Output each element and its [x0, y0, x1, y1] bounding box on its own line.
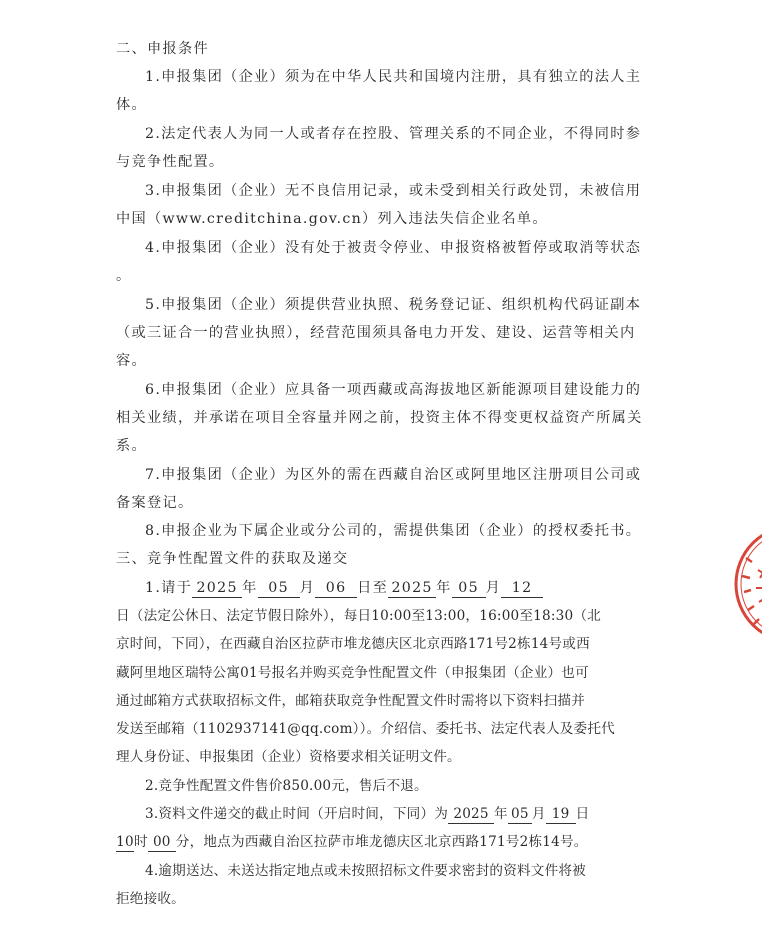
deadline-line-2: [116, 832, 588, 852]
deadline-location: 分，地点为西藏自治区拉萨市堆龙德庆区北京西路171号2栋14号。: [175, 834, 588, 850]
month-char-2: 月: [485, 580, 502, 596]
section-heading-conditions: 二、申报条件: [116, 41, 209, 57]
day-to: 日至: [357, 580, 389, 596]
condition-3-line-2: 中国（www.creditchina.gov.cn）列入违法失信企业名单。: [116, 211, 548, 227]
month-char: 月: [299, 580, 316, 596]
deadline-month: 05: [508, 806, 532, 824]
condition-6-line-3: 系。: [116, 438, 147, 454]
condition-5-line-1: 5.申报集团（企业）须提供营业执照、税务登记证、组织机构代码证副本: [145, 297, 642, 313]
year-char: 年: [242, 580, 258, 596]
condition-7-line-2: 备案登记。: [116, 495, 194, 511]
seal-stamp: [732, 518, 762, 650]
document-price-line: 2.竞争性配置文件售价850.00元，售后不退。: [145, 778, 428, 794]
deadline-prefix: 3.资料文件递交的截止时间（开启时间，下同）为: [145, 806, 449, 822]
deadline-day: 19: [546, 806, 576, 824]
condition-5-line-2: （或三证合一的营业执照），经营范围须具备电力开发、建设、运营等相关内: [116, 325, 636, 341]
start-day: 06: [315, 580, 357, 598]
late-submission-line-2: 拒绝接收。: [116, 891, 185, 907]
condition-1-line-2: 体。: [116, 97, 147, 113]
condition-4-line-1: 4.申报集团（企业）没有处于被责令停业、申报资格被暂停或取消等状态: [145, 240, 642, 256]
hour-char: 时: [134, 834, 148, 850]
year-char-2: 年: [436, 580, 452, 596]
acquisition-line-4: 藏阿里地区瑞特公寓01号报名并购买竞争性配置文件（申报集团（企业）也可: [116, 665, 589, 681]
acquisition-period-line: [145, 578, 543, 598]
end-month: 05: [452, 580, 486, 598]
condition-7-line-1: 7.申报集团（企业）为区外的需在西藏自治区或阿里地区注册项目公司或: [145, 467, 642, 483]
condition-2-line-1: 2.法定代表人为同一人或者存在控股、管理关系的不同企业，不得同时参: [145, 126, 642, 142]
start-year: 2025: [192, 580, 242, 598]
deadline-year: 2025: [448, 806, 494, 824]
deadline-minute: 00: [148, 834, 176, 852]
condition-6-line-2: 相关业绩，并承诺在项目全容量并网之前，投资主体不得变更权益资产所属关: [116, 410, 643, 426]
acquisition-line-3: 京时间，下同），在西藏自治区拉萨市堆龙德庆区北京西路171号2栋14号或西: [116, 636, 590, 652]
acquisition-line-5: 通过邮箱方式获取招标文件，邮箱获取竞争性配置文件时需将以下资料扫描并: [116, 693, 585, 709]
condition-8-line-1: 8.申报企业为下属企业或分公司的，需提供集团（企业）的授权委托书。: [145, 523, 642, 539]
condition-1-line-1: 1.申报集团（企业）须为在中华人民共和国境内注册，具有独立的法人主: [145, 69, 642, 85]
late-submission-line-1: 4.逾期送达、未送达指定地点或未按照招标文件要求密封的资料文件将被: [145, 863, 586, 879]
end-year: 2025: [388, 580, 436, 598]
condition-6-line-1: 6.申报集团（企业）应具备一项西藏或高海拔地区新能源项目建设能力的: [145, 382, 642, 398]
section-heading-acquisition: 三、竞争性配置文件的获取及递交: [116, 551, 349, 567]
condition-5-line-3: 容。: [116, 353, 147, 369]
deadline-hour: 10: [116, 834, 134, 850]
condition-3-line-1: 3.申报集团（企业）无不良信用记录，或未受到相关行政处罚，未被信用: [145, 183, 642, 199]
acquisition-line-6: 发送至邮箱（1102937141@qq.com））。介绍信、委托书、法定代表人及委托代: [116, 721, 615, 737]
end-day: 12: [501, 580, 543, 598]
condition-2-line-2: 与竞争性配置。: [116, 154, 225, 170]
deadline-day-char: 日: [575, 806, 590, 822]
acquisition-line-2: 日（法定公休日、法定节假日除外），每日10:00至13:00，16:00至18:30（北: [116, 608, 601, 624]
start-month: 05: [258, 580, 300, 598]
deadline-year-char: 年: [494, 806, 508, 822]
seal-stamp-graphic: [732, 518, 762, 650]
period-prefix: 1.请于: [145, 580, 193, 596]
acquisition-line-7: 理人身份证、申报集团（企业）资格要求相关证明文件。: [116, 749, 461, 765]
deadline-month-char: 月: [531, 806, 546, 822]
deadline-line-1: [145, 804, 589, 824]
condition-4-line-2: 。: [116, 268, 132, 284]
